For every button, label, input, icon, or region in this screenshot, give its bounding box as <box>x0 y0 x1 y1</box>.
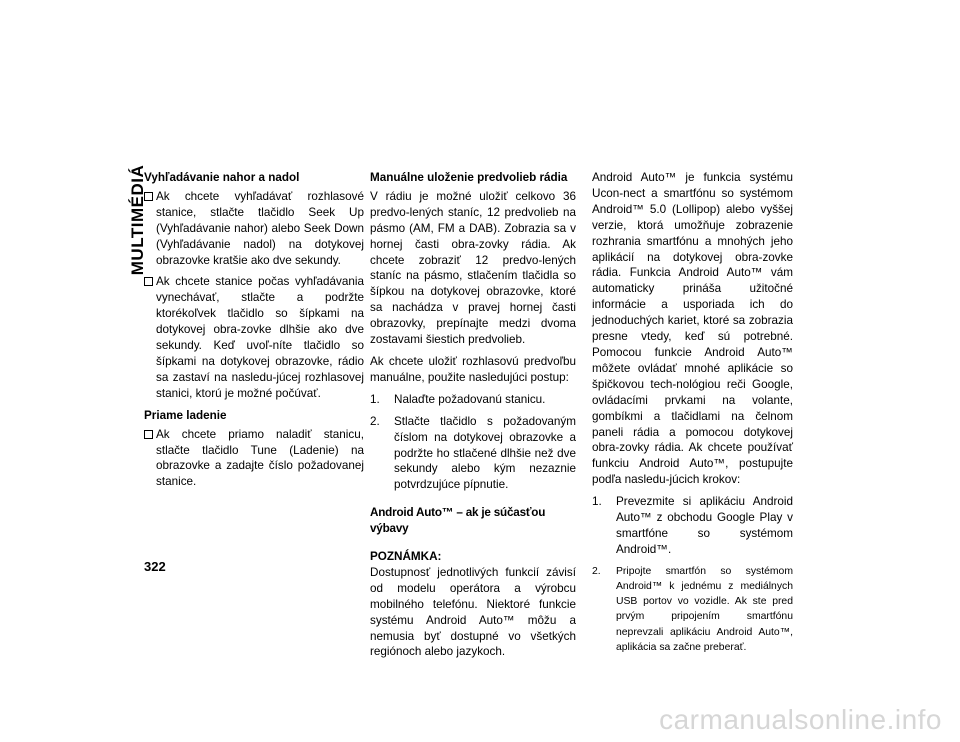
section-title: MULTIMÉDIÁ <box>128 164 147 276</box>
bullet-item: Ak chcete stanice počas vyhľadávania vynechávať, stlačte a podržte ktorékoľvek tlačidlo so šípkami na dotykovej obra-zovke dlhšie ako dve sekundy. Keď uvoľ-níte tlačidlo so šípkami na dotykovej obrazovke, rádio sa zastaví na nasledu-júcej rozhlasovej stanici, ktorú je možné počúvať. <box>144 274 364 401</box>
list-item: 1. Prevezmite si aplikáciu Android Auto™ z obchodu Google Play v smartfóne so systémom Android™. <box>592 495 793 556</box>
column-3 <box>592 170 793 661</box>
checkbox-bullet-icon <box>144 274 156 401</box>
column-1 <box>144 170 364 496</box>
watermark: carmanualsonline.info <box>659 704 942 735</box>
heading-seek: Vyhľadávanie nahor a nadol <box>144 171 300 184</box>
bullet-item: Ak chcete vyhľadávať rozhlasové stanice, stlačte tlačidlo Seek Up (Vyhľadávanie nahor) alebo Seek Down (Vyhľadávanie nadol) na dotykovej obrazovke kratšie ako dve sekundy. <box>144 189 364 269</box>
checkbox-bullet-icon <box>144 189 156 269</box>
paragraph: V rádiu je možné uložiť celkovo 36 predvo-lených staníc, 12 predvolieb na pásmo (AM, FM a DAB). Zobrazia sa v hornej časti obra-zovky rádia. Ak chcete zobraziť 12 predvo-lených staníc na pásmo, stlačením tlačidla so šípkou na dotykovej obrazovke, ktoré sa nachádza v pravej hornej časti obrazovky, prepínajte medzi dvoma zostavami šiestich predvolieb. <box>370 189 576 347</box>
column-2 <box>370 170 576 666</box>
note-label: POZNÁMKA: <box>370 550 442 564</box>
paragraph: Android Auto™ je funkcia systému Ucon-nect a smartfónu so systémom Android™ 5.0 (Lollipop) alebo vyššej verzie, ktorá umožňuje zobrazenie rozhrania smartfónu a mnohých jeho aplikácií na dotykovej obra-zovke rádia. Funkcia Android Auto™ vám automaticky prináša užitočné informácie a usporiada ich do jednoduchých kariet, ktoré sa zobrazia presne vtedy, keď sú potrebné. Pomocou funkcie Android Auto™ môžete ovládať mnohé aplikácie so špičkovou tech-nológiou reči Google, ovládacími prvkami na volante, gombíkmi a tlačidlami na čelnom paneli rádia a pomocou dotykovej obra-zovky rádia. Ak chcete používať funkciu Android Auto™, postupujte podľa nasledu-júcich krokov: <box>592 171 793 487</box>
heading-presets: Manuálne uloženie predvolieb rádia <box>370 171 568 184</box>
heading-android-auto: Android Auto™ – ak je súčasťou výbavy <box>370 506 546 536</box>
list-item: 1. Nalaďte požadovanú stanicu. <box>370 392 546 406</box>
list-item: 2. Stlačte tlačidlo s požadovaným číslom na dotykovej obrazovke a podržte ho stlačené dlhšie než dve sekundy alebo kým nezaznie potvrdzujúce pípnutie. <box>370 414 576 492</box>
paragraph: Ak chcete uložiť rozhlasovú predvoľbu manuálne, použite nasledujúci postup: <box>370 354 576 384</box>
heading-direct-tuning: Priame ladenie <box>144 408 227 422</box>
bullet-item: Ak chcete priamo naladiť stanicu, stlačte tlačidlo Tune (Ladenie) na obrazovke a zadajte číslo požadovanej stanice. <box>144 427 364 491</box>
checkbox-bullet-icon <box>144 427 156 491</box>
note-text: Dostupnosť jednotlivých funkcií závisí od modelu operátora a výrobcu mobilného telefónu. Niektoré funkcie systému Android Auto™ môžu a nemusia byť dostupné vo všetkých regiónoch alebo jazykoch. <box>370 565 576 659</box>
page-number: 322 <box>144 559 166 574</box>
list-item: 2. Pripojte smartfón so systémom Android™ k jednému z mediálnych USB portov vo vozidle. Ak ste pred prvým pripojením smartfónu neprevzali aplikáciu Android Auto™, aplikácia sa začne preberať. <box>592 565 793 653</box>
